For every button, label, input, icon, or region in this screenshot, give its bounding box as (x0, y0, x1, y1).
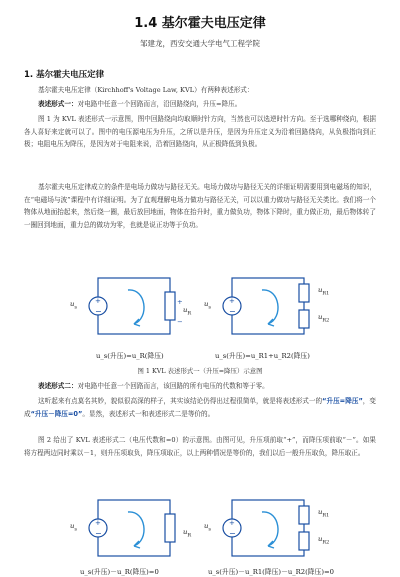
fig1-left-minus: − (177, 318, 183, 326)
section-heading: 1. 基尔霍夫电压定律 (24, 70, 105, 80)
svg-text:−: − (95, 307, 102, 316)
fig2-left-us-label: $u_s$ (70, 522, 77, 533)
svg-text:+: + (95, 519, 101, 527)
fig2-description: 图 2 给出了 KVL 表述形式二（电压代数和=0）的示意图。由图可见，升压项前取“+”，而降压项前取“－”。如果将方程两边同时乘以－1，则升压项取负，降压项取正，以上两种情况是等价的，我们以后一般升压取负，降压取正。 (24, 436, 376, 457)
form1-text: 对电路中任意一个回路而言，沿回路绕向，升压=降压。 (77, 100, 242, 108)
form2-label: 表述形式二： (38, 382, 78, 390)
fig1-right-us-label: $u_s$ (204, 300, 211, 311)
fig2-left-ur-label: $u_R$ (183, 528, 192, 539)
svg-text:−: − (229, 529, 236, 538)
svg-text:−: − (95, 529, 102, 538)
analogy-paragraph: 基尔霍夫电压定律成立的条件是电场力做功与路径无关。电场力做功与路径无关的详细证明需要用到电磁场的知识，在“电磁场与波”课程中有详细证明。为了直观理解电场力做功与路径无关，可以以重力做功与路径无关类比。我们将一个物体从地面抬起来，然后绕一圈，最后放回地面，物体在抬升时，重力做负功，物体下降时，重力做正功，最后物体转了一圈回到地面，重力总的做功为零，也就是说正功等于负功。 (24, 183, 376, 229)
document-title: 1.4 基尔霍夫电压定律 (134, 16, 266, 31)
form2-text: 对电路中任意一个回路而言，该回路的所有电压的代数和等于零。 (77, 382, 269, 390)
fig2-left-equation: u_s(升压)－u_R(降压)=0 (80, 568, 159, 576)
form1-paragraph (24, 98, 376, 111)
fig1-caption: 图 1 KVL 表述形式一（升压=降压）示意图 (137, 367, 263, 375)
fig1-left-plus: + (177, 298, 183, 306)
fig2-right-ur1-label: $u_{R1}$ (318, 508, 330, 519)
fig2-right-equation: u_s(升压)－u_R1(降压)－u_R2(降压)=0 (208, 568, 335, 576)
author-line: 邹建龙，西安交通大学电气工程学院 (140, 39, 260, 48)
fig1-right-ur2-label: $u_{R2}$ (318, 313, 330, 324)
fig2-right-circuit (218, 494, 318, 562)
svg-text:−: − (229, 307, 236, 316)
fig1-left-us-label: $u_s$ (70, 300, 77, 311)
fig1-right-ur1-label: $u_{R1}$ (318, 286, 330, 297)
intro-paragraph: 基尔霍夫电压定律（Kirchhoff's Voltage Law, KVL）有两种表述形式： (38, 86, 254, 94)
fig1-left-ur-label: $u_R$ (183, 306, 192, 317)
fig1-left-equation: u_s(升压)=u_R(降压) (96, 352, 164, 360)
form2-explanation: 这听起来有点莫名其妙，貌似很高深的样子，其实该结论仍得出过程很简单，就是将表述形式一的“升压=降压”，变成“升压－降压=0”。显然，表述形式一和表述形式二是等价的。 (24, 397, 376, 418)
fig1-right-equation: u_s(升压)=u_R1+u_R2(降压) (215, 352, 310, 360)
fig1-description: 图 1 为 KVL 表述形式一示意图，图中回路绕向均取顺时针方向，当然也可以选逆时针方向。至于选哪种绕向，根据各人喜好来定就可以了。图中的电压源电压为升压，之所以是升压，是因为升压定义为沿着回路绕向，从负极指向到正极；电阻电压为降压，是因为对于电阻来说，沿着回路绕向，从正极降低到负极。 (24, 115, 376, 149)
svg-text:+: + (95, 297, 101, 305)
form2-paragraph (24, 380, 376, 393)
svg-text:+: + (229, 519, 235, 527)
fig2-left-circuit (84, 494, 184, 562)
form1-label: 表述形式一： (38, 100, 78, 108)
svg-text:+: + (229, 297, 235, 305)
fig2-right-us-label: $u_s$ (204, 522, 211, 533)
fig1-left-circuit (84, 272, 184, 340)
fig1-right-circuit (218, 272, 318, 340)
fig2-right-ur2-label: $u_{R2}$ (318, 535, 330, 546)
